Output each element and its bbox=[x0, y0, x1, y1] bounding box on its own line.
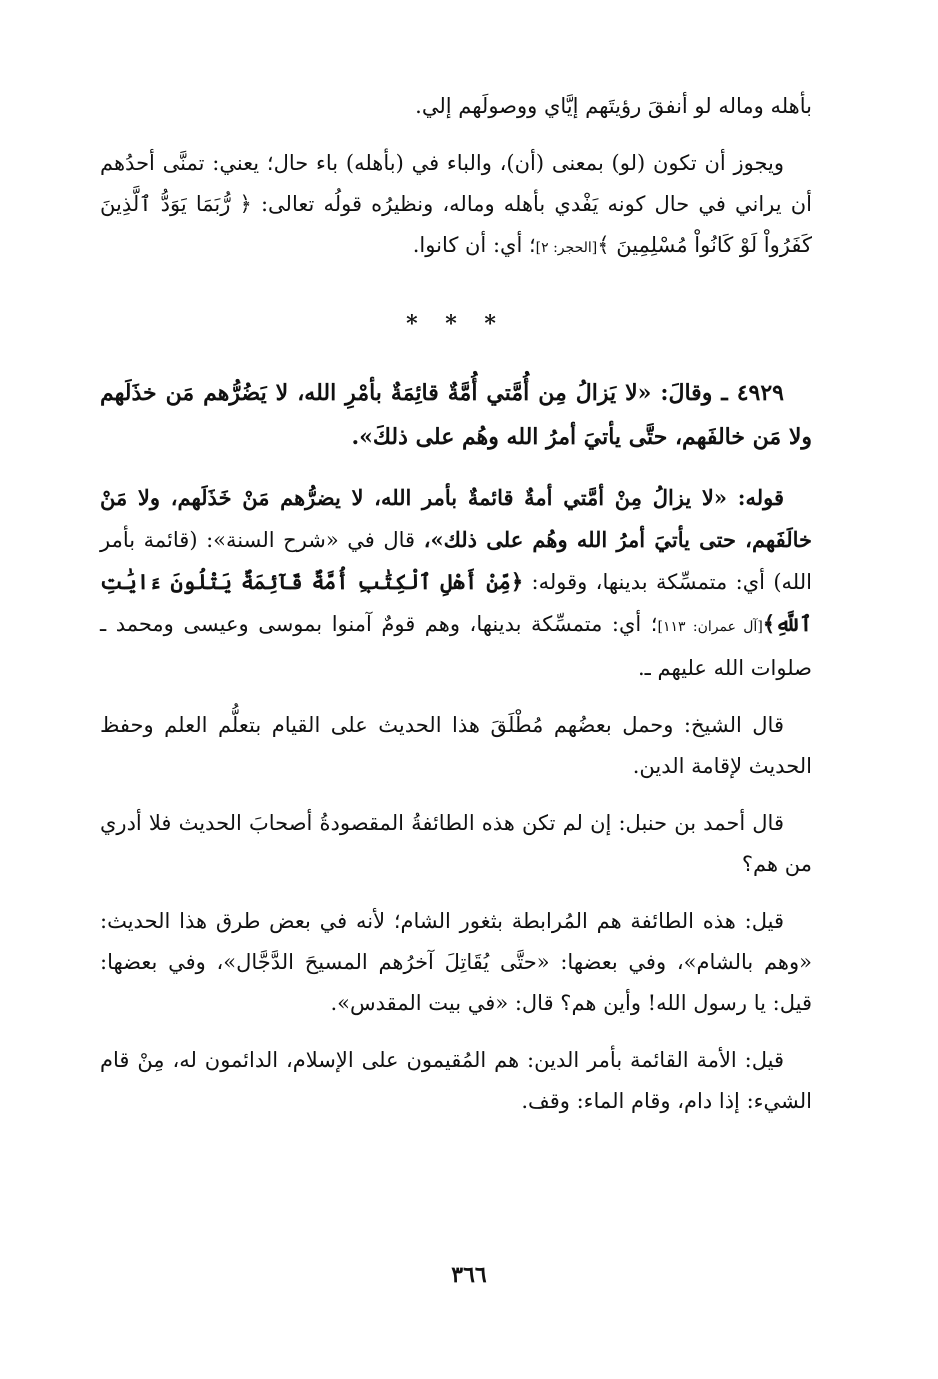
paragraph-4: قال الشيخ: وحمل بعضُهم مُطْلَقَ هذا الحديث على القيام بتعلُّم العلم وحفظ الحديث لإقامة الدين. bbox=[100, 713, 812, 778]
hadith-body: ـ وقالَ: «لا يَزالُ مِن أُمَّتي أُمَّةٌ قائِمَةٌ بأمْرِ الله، لا يَضُرُّهم مَن خذَلَهم ولا مَن خالفَهم، حتَّى يأتيَ أمرُ الله وهُم على ذلكَ». bbox=[100, 380, 812, 450]
paragraph-6: قيل: هذه الطائفة هم المُرابطة بثغور الشام؛ لأنه في بعض طرق هذا الحديث: «وهم بالشام»، وفي بعضها: «حتَّى يُقَاتِلَ آخرُهم المسيحَ الدَّجَّال»، وفي بعضها: قيل: يا رسول الله! وأين هم؟ قال: «في بيت المقدس». bbox=[100, 909, 812, 1015]
quran-verse-2: ﴿مِّنْ أَهْلِ ٱلْكِتَٰبِ أُمَّةٌ قَآئِمَةٌ يَتْلُونَ ءَايَٰتِ ٱللَّهِ﴾ bbox=[100, 569, 813, 636]
paragraph-2 bbox=[100, 143, 812, 269]
quran-reference-2: [آل عمران: ١١٣] bbox=[657, 619, 763, 635]
paragraph-3-text: قال في «شرح السنة»: (قائمة بأمر الله) أي: متمسِّكة بدينها، وقوله: bbox=[100, 528, 812, 594]
section-divider: * * * bbox=[406, 311, 506, 337]
quran-reference-1: [الحجر: ٢] bbox=[535, 240, 598, 256]
paragraph-2-tail: ؛ أي: أن كانوا. bbox=[412, 233, 536, 257]
quran-verse-1: ﴿ رُّبَمَا يَوَدُّ ٱلَّذِينَ كَفَرُواْ لَوْ كَانُواْ مُسْلِمِينَ ﴾ bbox=[100, 192, 812, 257]
hadith-number: ٤٩٢٩ bbox=[736, 380, 784, 406]
paragraph-3 bbox=[100, 477, 812, 689]
paragraph-5: قال أحمد بن حنبل: إن لم تكن هذه الطائفةُ المقصودةُ أصحابَ الحديث فلا أدري من هم؟ bbox=[100, 811, 812, 876]
page-body bbox=[100, 86, 812, 1138]
paragraph-3-lead: قوله: «لا يزالُ مِنْ أمَّتي أمةٌ قائمةٌ بأمر الله، لا يضرُّهم مَنْ خَذَلَهم، ولا مَنْ خالَفَهم، حتى يأتيَ أمرُ الله وهُم على ذلك»، bbox=[100, 485, 812, 552]
paragraph-7: قيل: الأمة القائمة بأمر الدين: هم المُقيمون على الإسلام، الدائمون له، مِنْ قام الشيء: إذا دام، وقام الماء: وقف. bbox=[100, 1048, 812, 1113]
page-number: ٣٦٦ bbox=[451, 1262, 487, 1288]
hadith-text bbox=[100, 371, 812, 459]
paragraph-3-tail: ؛ أي: متمسِّكة بدينها، وهم قومٌ آمنوا بموسى وعيسى ومحمد ـ صلوات الله عليهم ـ. bbox=[100, 612, 812, 680]
paragraph-2-text: ويجوز أن تكون (لو) بمعنى (أن)، والباء في (بأهله) باء حال؛ يعني: تمنَّى أحدُهم أن يراني في حال كونه يَفْدي بأهله وماله، ونظيرُه قولُه تعالى: bbox=[100, 151, 812, 216]
paragraph-1: بأهله وماله لو أنفقَ رؤيتَهم إيَّاي ووصولَهم إلي. bbox=[415, 94, 812, 118]
